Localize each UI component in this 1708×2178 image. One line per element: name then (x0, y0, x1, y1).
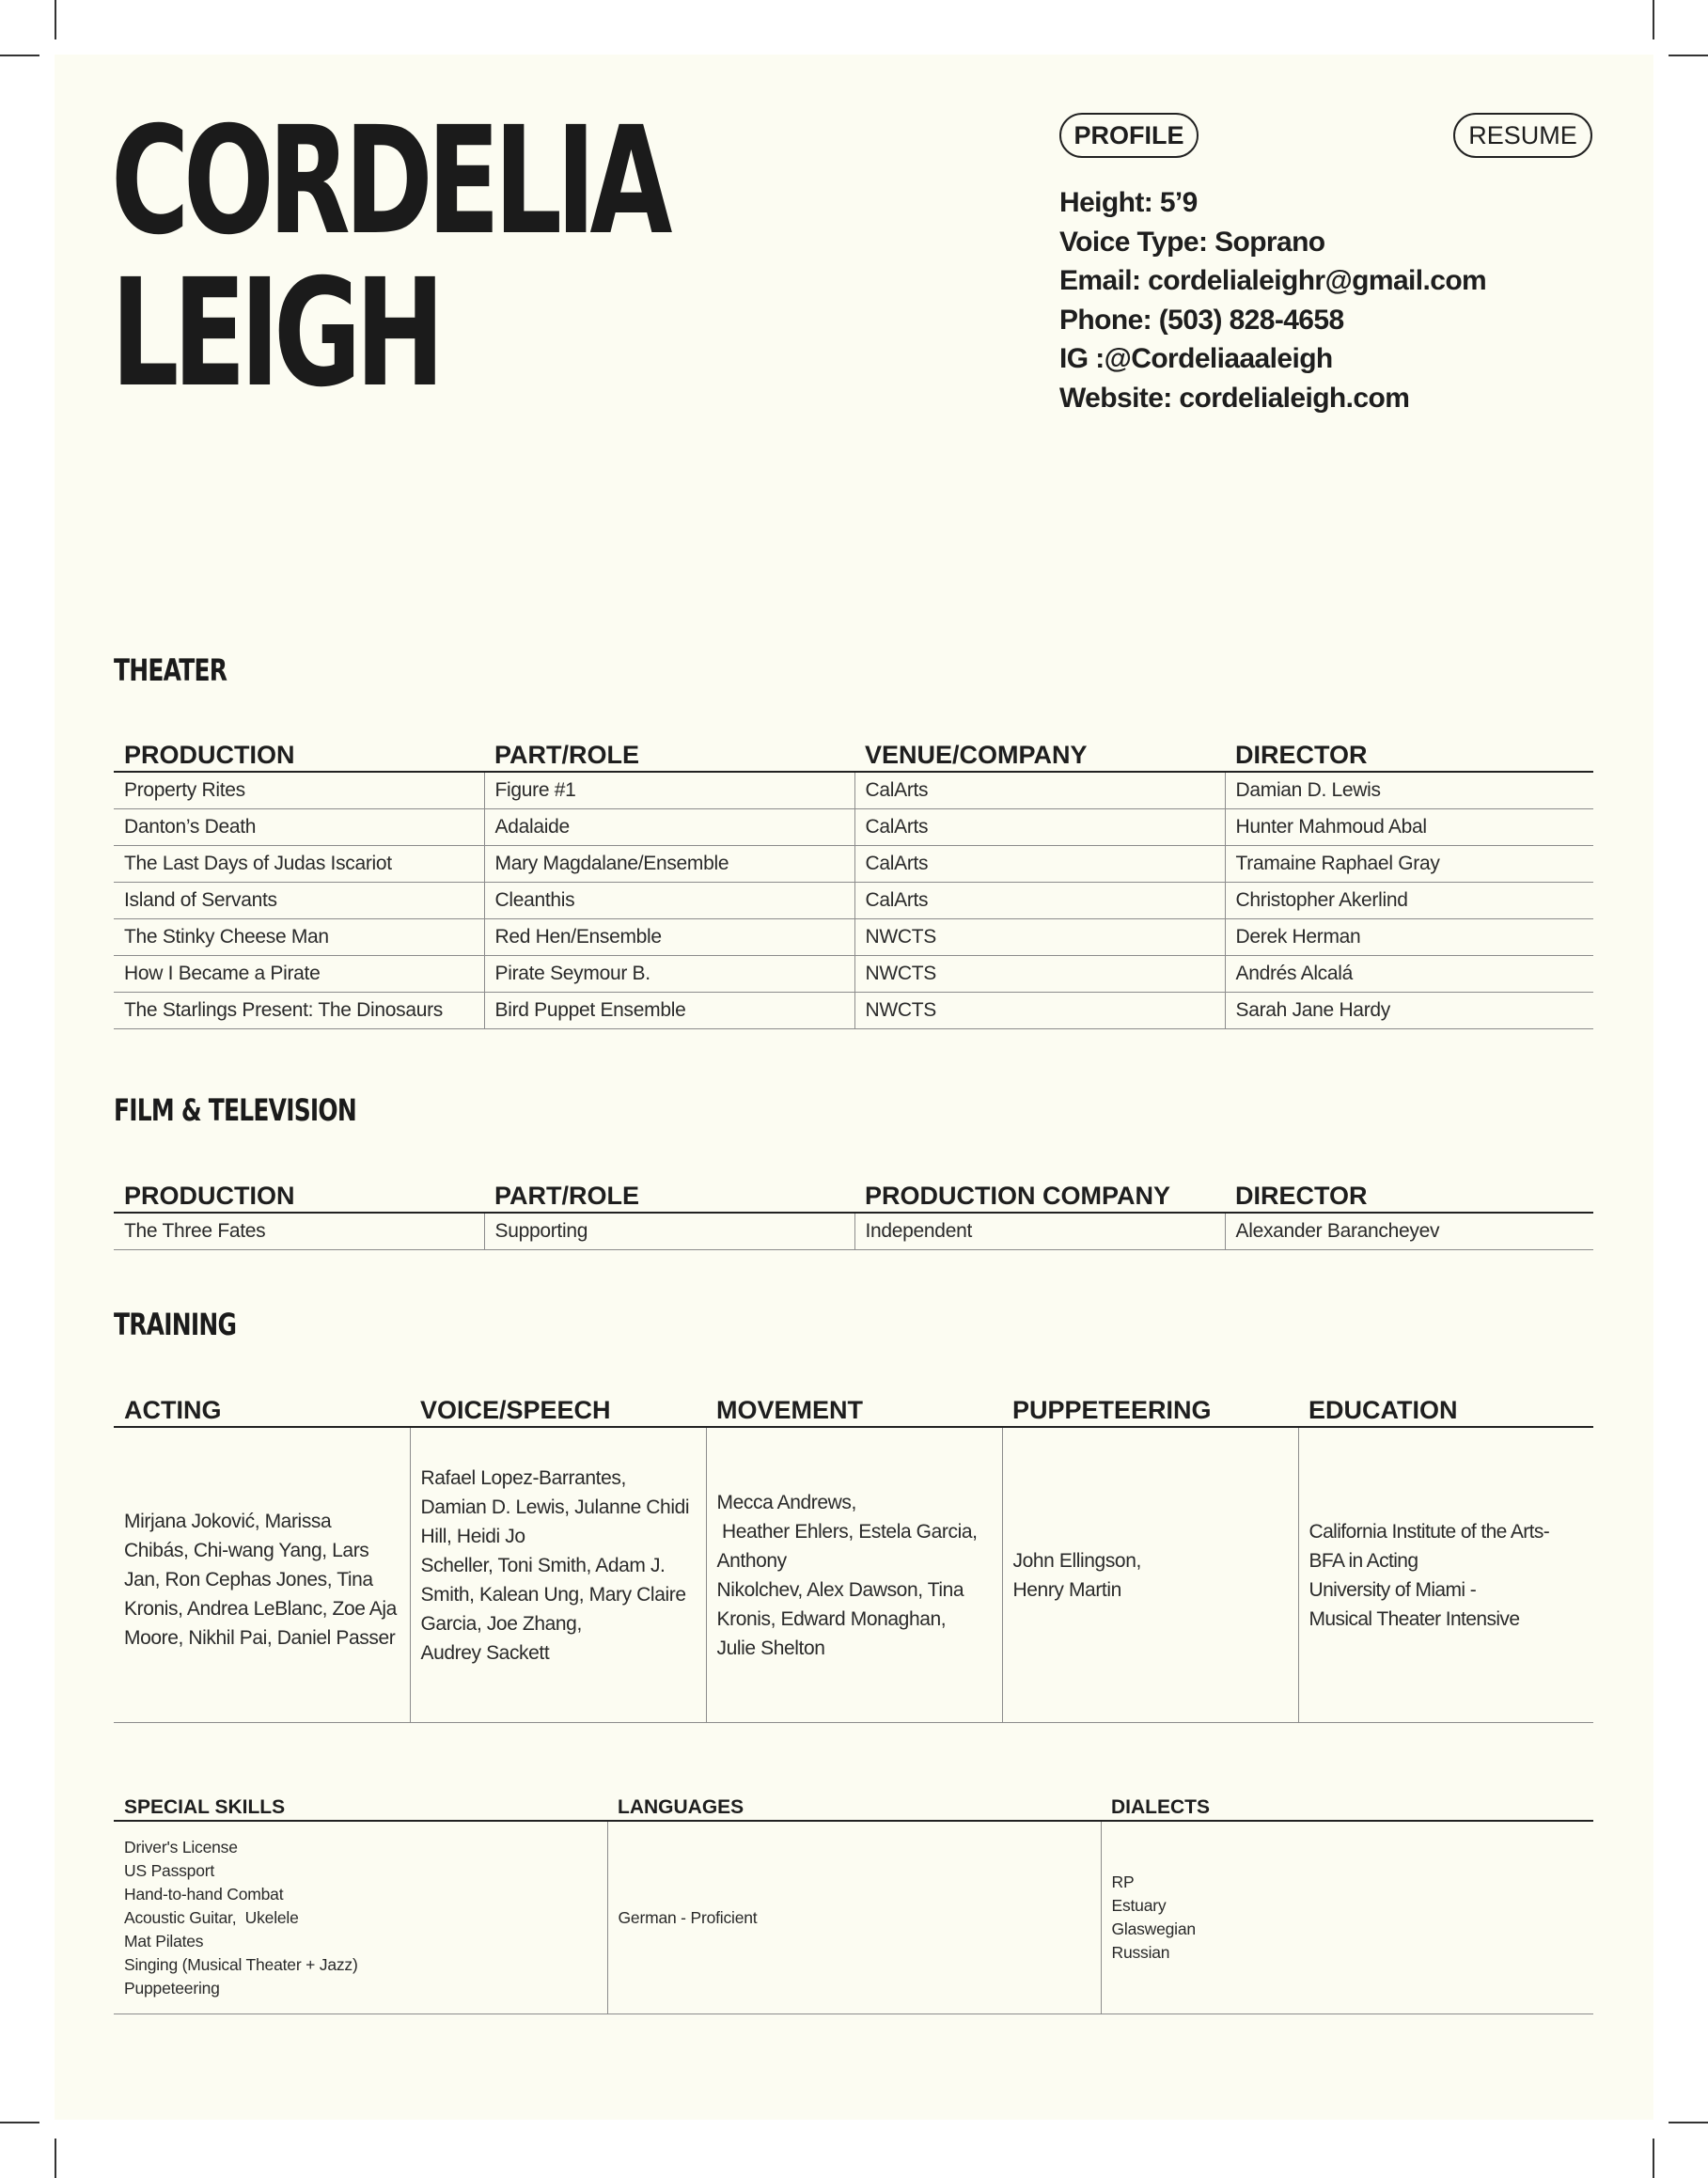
movement-cell (706, 1427, 1002, 1723)
table-cell: NWCTS (854, 993, 1225, 1029)
table-cell: Property Rites (114, 772, 484, 809)
website-text: Website: cordelialeigh.com (1059, 382, 1410, 414)
table-cell: Pirate Seymour B. (484, 956, 854, 993)
table-cell: CalArts (854, 846, 1225, 883)
resume-tag: RESUME (1453, 113, 1592, 158)
language-item: German - Proficient (618, 1907, 758, 1927)
table-row (114, 956, 1593, 993)
skill-item: Puppeteering (124, 1978, 220, 1998)
crop-mark (55, 2139, 56, 2178)
crop-mark (1653, 0, 1654, 39)
dialects-header: DIALECTS (1101, 1792, 1593, 1821)
voice-header: VOICE/SPEECH (410, 1388, 706, 1427)
table-cell: Red Hen/Ensemble (484, 919, 854, 956)
first-name: CORDELIA (111, 95, 666, 268)
table-row (114, 809, 1593, 846)
film-column-header: PRODUCTION COMPANY (854, 1174, 1225, 1213)
film-column-header: PRODUCTION (114, 1174, 484, 1213)
table-cell: CalArts (854, 809, 1225, 846)
dialect-item: Glaswegian (1111, 1919, 1196, 1938)
training-header-row (114, 1388, 1593, 1427)
movement-header: MOVEMENT (706, 1388, 1002, 1427)
table-cell: Cleanthis (484, 883, 854, 919)
table-cell: Damian D. Lewis (1225, 772, 1593, 809)
instagram-text: IG :@Cordeliaaaleigh (1059, 343, 1333, 375)
theater-column-header: DIRECTOR (1225, 733, 1593, 772)
acting-header: ACTING (114, 1388, 410, 1427)
table-cell: Supporting (484, 1213, 854, 1250)
skill-item: US Passport (124, 1860, 215, 1880)
puppeteering-line: John Ellingson, (1012, 1549, 1141, 1572)
voice-line: Damian D. Lewis, Julanne Chidi Hill, Heidi Jo (420, 1496, 690, 1547)
languages-cell (607, 1821, 1101, 2014)
dialect-item: Estuary (1111, 1896, 1167, 1915)
dialect-item: RP (1111, 1872, 1135, 1891)
training-row (114, 1427, 1593, 1723)
table-cell: Adalaide (484, 809, 854, 846)
table-row (114, 846, 1593, 883)
table-cell: The Last Days of Judas Iscariot (114, 846, 484, 883)
crop-mark (0, 2122, 39, 2123)
table-cell: Andrés Alcalá (1225, 956, 1593, 993)
education-line: University of Miami - (1308, 1578, 1477, 1601)
table-row (114, 919, 1593, 956)
crop-mark (0, 55, 39, 56)
table-cell: NWCTS (854, 956, 1225, 993)
table-row (114, 883, 1593, 919)
phone-text: Phone: (503) 828-4658 (1059, 304, 1344, 336)
voice-line: Rafael Lopez-Barrantes, (420, 1467, 626, 1489)
table-cell: Derek Herman (1225, 919, 1593, 956)
email-text: Email: cordelialeighr@gmail.com (1059, 265, 1487, 297)
table-row (114, 993, 1593, 1029)
movement-line: Mecca Andrews, (716, 1491, 856, 1513)
languages-header: LANGUAGES (607, 1792, 1101, 1821)
film-column-header: PART/ROLE (484, 1174, 854, 1213)
film-column-header: DIRECTOR (1225, 1174, 1593, 1213)
film-table (114, 1174, 1593, 1250)
education-header: EDUCATION (1298, 1388, 1593, 1427)
movement-line: Julie Shelton (716, 1637, 825, 1659)
skill-item: Acoustic Guitar, Ukelele (124, 1907, 299, 1927)
theater-header-row (114, 733, 1593, 772)
page-title (111, 95, 666, 420)
table-row (114, 1213, 1593, 1250)
skills-table (114, 1792, 1593, 2014)
table-cell: Independent (854, 1213, 1225, 1250)
skill-item: Hand-to-hand Combat (124, 1884, 284, 1904)
profile-tag: PROFILE (1059, 113, 1199, 158)
height-text: Height: 5’9 (1059, 187, 1198, 218)
movement-line: Heather Ehlers, Estela Garcia, Anthony (716, 1520, 981, 1572)
dialects-cell (1101, 1821, 1593, 2014)
last-name: LEIGH (111, 247, 439, 420)
table-cell: CalArts (854, 772, 1225, 809)
skill-item: Driver's License (124, 1837, 238, 1857)
puppeteering-line: Henry Martin (1012, 1578, 1121, 1601)
table-cell: Tramaine Raphael Gray (1225, 846, 1593, 883)
theater-column-header: PART/ROLE (484, 733, 854, 772)
film-header-row (114, 1174, 1593, 1213)
table-cell: Christopher Akerlind (1225, 883, 1593, 919)
table-cell: NWCTS (854, 919, 1225, 956)
theater-column-header: VENUE/COMPANY (854, 733, 1225, 772)
education-line: California Institute of the Arts- (1308, 1520, 1550, 1543)
table-cell: The Starlings Present: The Dinosaurs (114, 993, 484, 1029)
education-line: Musical Theater Intensive (1308, 1607, 1520, 1630)
puppeteering-cell (1002, 1427, 1298, 1723)
training-heading: TRAINING (114, 1307, 237, 1342)
acting-cell (114, 1427, 410, 1723)
education-cell (1298, 1427, 1593, 1723)
crop-mark (1669, 55, 1708, 56)
table-row (114, 772, 1593, 809)
movement-line: Nikolchev, Alex Dawson, Tina Kronis, Edward Monaghan, (716, 1578, 964, 1630)
theater-column-header: PRODUCTION (114, 733, 484, 772)
skills-header-row (114, 1792, 1593, 1821)
skill-item: Singing (Musical Theater + Jazz) (124, 1954, 358, 1974)
skills-row (114, 1821, 1593, 2014)
table-cell: Mary Magdalane/Ensemble (484, 846, 854, 883)
table-cell: Island of Servants (114, 883, 484, 919)
film-heading: FILM & TELEVISION (114, 1092, 356, 1128)
table-cell: The Stinky Cheese Man (114, 919, 484, 956)
table-cell: CalArts (854, 883, 1225, 919)
table-cell: Alexander Barancheyev (1225, 1213, 1593, 1250)
special-skills-cell (114, 1821, 607, 2014)
education-line: BFA in Acting (1308, 1549, 1418, 1572)
table-cell: Figure #1 (484, 772, 854, 809)
table-cell: Hunter Mahmoud Abal (1225, 809, 1593, 846)
theater-table (114, 733, 1593, 1029)
skill-item: Mat Pilates (124, 1931, 204, 1951)
crop-mark (55, 0, 56, 39)
table-cell: How I Became a Pirate (114, 956, 484, 993)
puppeteering-header: PUPPETEERING (1002, 1388, 1298, 1427)
crop-mark (1653, 2139, 1654, 2178)
table-cell: Sarah Jane Hardy (1225, 993, 1593, 1029)
table-cell: Bird Puppet Ensemble (484, 993, 854, 1029)
voice-line: Scheller, Toni Smith, Adam J. Smith, Kalean Ung, Mary Claire Garcia, Joe Zhang, (420, 1555, 686, 1635)
crop-mark (1669, 2122, 1708, 2123)
training-table (114, 1388, 1593, 1723)
table-cell: Danton’s Death (114, 809, 484, 846)
dialect-item: Russian (1111, 1943, 1170, 1962)
acting-teachers: Mirjana Joković, Marissa Chibás, Chi-wang Yang, Lars Jan, Ron Cephas Jones, Tina Kronis, Andrea LeBlanc, Zoe Aja Moore, Nikhil Pai, Daniel Passer (124, 1511, 397, 1649)
special-skills-header: SPECIAL SKILLS (114, 1792, 607, 1821)
profile-info (1059, 183, 1486, 418)
theater-heading: THEATER (114, 652, 227, 688)
voice-cell (410, 1427, 706, 1723)
voice-type-text: Voice Type: Soprano (1059, 226, 1325, 258)
voice-line: Audrey Sackett (420, 1642, 550, 1664)
table-cell: The Three Fates (114, 1213, 484, 1250)
